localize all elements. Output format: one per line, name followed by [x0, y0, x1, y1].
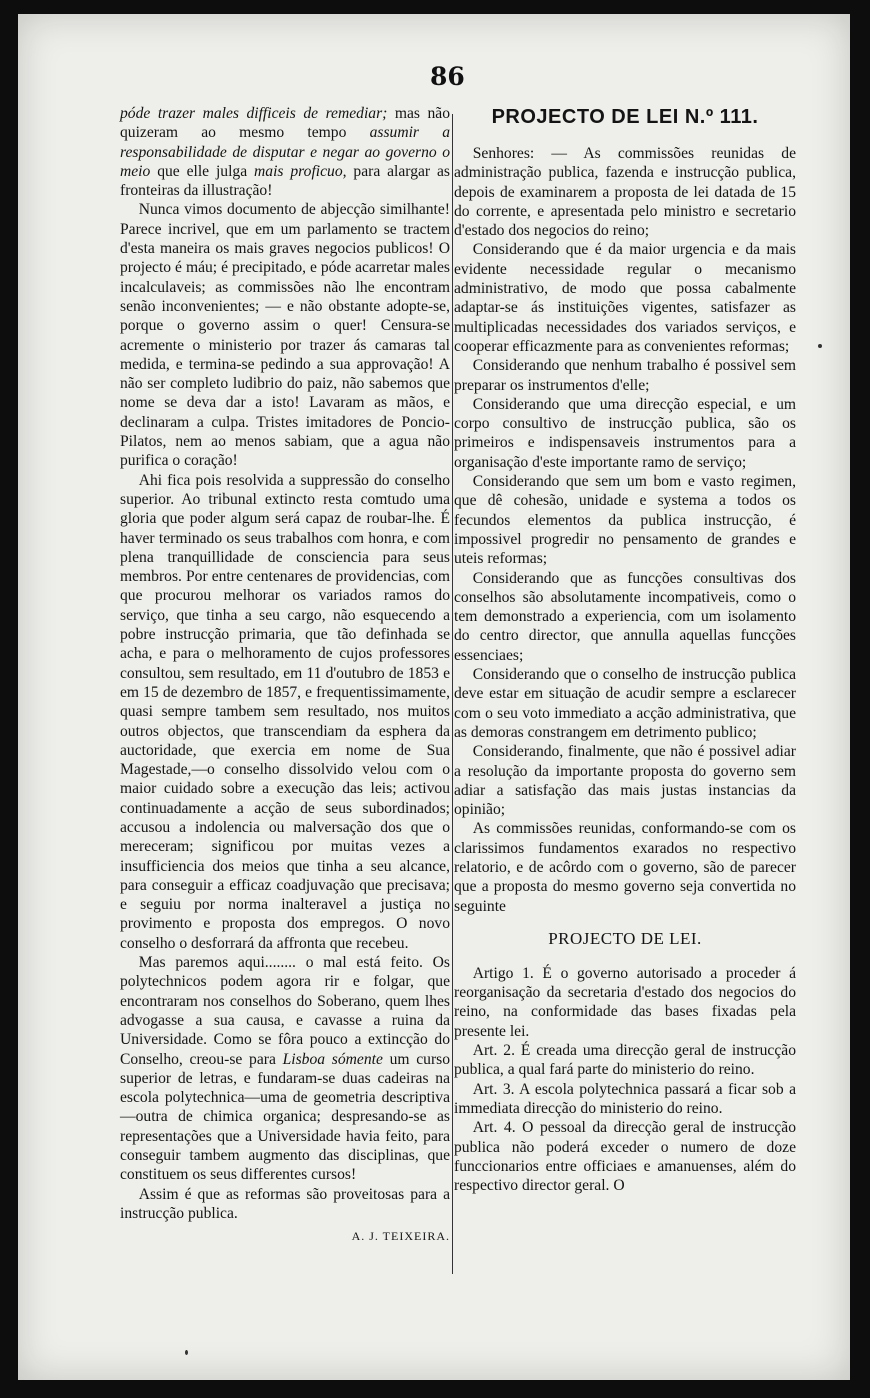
intro-text-1: mas não quizeram ao mesmo tempo [120, 105, 451, 142]
paragraph-considerando-urgencia: Considerando que é da maior urgencia e da mais evidente necessidade regular o mecanismo administrativo, de modo que possa cabalmente adaptar-se ás instituições vigentes, satisfazer as multiplicadas necessidades dos variados serviços, e cooperar efficazmente para as convenientes reformas; [454, 241, 796, 355]
final-text-2: um curso superior de letras, e fundaram-se duas cadeiras na escola polytechnica—uma de geometria descriptiva—outra de chimica organica; despresando-se as representações que a Universidade havia feito, para conseguir tambem augmento das disciplinas, que constituem os seus differentes cursos! [120, 1050, 450, 1184]
paragraph-reformas: Assim é que as reformas são proveitosas para a instrucção publica. [120, 1185, 450, 1222]
paragraph-considerando-trabalho: Considerando que nenhum trabalho é possivel sem preparar os instrumentos d'elle; [454, 357, 796, 394]
left-column [120, 104, 450, 1247]
intro-italic-1: póde trazer males difficeis de remediar; [120, 105, 388, 122]
right-column [454, 104, 796, 1195]
article-2: Art. 2. É creada uma direcção geral de instrucção publica, a qual fará parte do ministerio do reino. [454, 1042, 796, 1079]
bill-subheading: PROJECTO DE LEI. [548, 928, 702, 948]
paragraph-abjeccao: Nunca vimos documento de abjecção similhante! Parece incrivel, que em um parlamento se tractem d'esta maneira os mais graves negocios publicos! O projecto é máu; é precipitado, e póde acarretar males incalculaveis; as commissões não lhe encontram senão inconvenientes; — e não obstante adopte-se, porque o governo assim o quer! Censura-se acremente o ministerio por trazer ás camaras tal medida, e termina-se pedindo a sua approvação! A não ser completo ludibrio do paiz, não sabemos que nome se deva dar a isto! Lavaram as mãos, e declinaram a culpa. Tristes imitadores de Poncio-Pilatos, nem ao menos sabiam, que a agua não purifica o coração! [120, 201, 450, 470]
ink-speck [818, 344, 822, 348]
bill-heading: PROJECTO DE LEI N.º 111. [491, 106, 759, 128]
paragraph-commissoes: As commissões reunidas, conformando-se com os clarissimos fundamentos exarados no respectivo relatorio, e de acôrdo com o governo, são de parecer que a proposta do mesmo governo seja convertida no seguinte [454, 820, 796, 915]
intro-italic-3: mais proficuo, [254, 162, 347, 180]
page-number: 86 [430, 62, 465, 91]
final-text-1: Mas paremos aqui........ o mal está feito. Os polytechnicos podem agora rir e folgar, que encontraram nos conselhos do Soberano, quem lhes advogasse a sua causa, e cavasse a ruina da Universidade. Como se fôra pouco a extincção do Conselho, creou-se para [120, 954, 450, 1068]
column-divider [452, 114, 453, 1274]
intro-text-3: para alargar as fronteiras da illustração! [120, 162, 450, 200]
paragraph-considerando-regimen: Considerando que sem um bom e vasto regimen, que dê cohesão, unidade e systema a todos os fecundos elementos da publica instrucção, é impossivel progredir no pensamento de grandes e uteis reformas; [454, 473, 796, 568]
intro-paragraph [120, 104, 450, 200]
article-3: Art. 3. A escola polytechnica passará a ficar sob a immediata direcção do ministerio do reino. [454, 1080, 796, 1117]
paragraph-considerando-finalmente: Considerando, finalmente, que não é possivel adiar a resolução da importante proposta do governo sem adiar a satisfação das mais justas instancias da opinião; [454, 743, 796, 819]
paragraph-considerando-funccoes: Considerando que as funcções consultivas dos conselhos são absolutamente incompativeis, como o tem demonstrado a experiencia, com um isolamento do centro director, que annulla aquellas funcções essenciaes; [454, 569, 796, 664]
article-1: Artigo 1. É o governo autorisado a proceder á reorganisação da secretaria d'estado dos negocios do reino, na conformidade das bases fixadas pela presente lei. [454, 964, 796, 1040]
final-italic: Lisboa sómente [282, 1050, 383, 1068]
author-signature: A. J. TEIXEIRA. [351, 1229, 450, 1244]
paragraph-polytechnicos [120, 953, 450, 1185]
paragraph-senhores: Senhores: — As commissões reunidas de administração publica, fazenda e instrucção publica, depois de examinarem a proposta de lei datada de 15 do corrente, e apresentada pelo ministro e secretario d'estado dos negocios do reino; [454, 145, 796, 240]
ink-speck [185, 1350, 188, 1355]
intro-text-2: que elle julga [150, 162, 255, 180]
paragraph-considerando-conselho: Considerando que o conselho de instrucção publica deve estar em situação de acudir sempre a esclarecer com o seu voto immediato a acção administrativa, que as demoras constrangem em detrimento publico; [454, 666, 796, 741]
scanned-page [18, 14, 850, 1380]
article-4: Art. 4. O pessoal da direcção geral de instrucção publica não poderá exceder o numero de doze funccionarios entre officiaes e amanuenses, além do respectivo director geral. O [454, 1119, 796, 1195]
paragraph-conselho: Ahi fica pois resolvida a suppressão do conselho superior. Ao tribunal extincto resta comtudo uma gloria que poder algum será capaz de roubar-lhe. É haver terminado os seus trabalhos com honra, e com plena tranquillidade de consciencia para seus membros. Por entre centenares de providencias, com que procurou melhorar os variados ramos do serviço, que tinha a seu cargo, não esquecendo a pobre instrucção primaria, que tão definhada se acha, e para o melhoramento de cujos professores consultou, sem resultado, em 11 d'outubro de 1853 e em 15 de dezembro de 1857, e frequentissimamente, quasi sempre tambem sem resultado, nos muitos outros objectos, que transcendiam da esphera da auctoridade, que exercia em nome de Sua Magestade,—o conselho dissolvido velou com o maior cuidado sobre a execução das leis; activou continuadamente a acção de seus subordinados; accusou a indolencia ou malversação dos que o mereceram; significou por muitas vezes a insufficiencia dos meios que tinha a seu alcance, para conseguir a efficaz coadjuvação que precisava; e seguiu por norma inalteravel a justiça no provimento e proposta dos empregos. O novo conselho o desforrará da affronta que recebeu. [120, 471, 450, 952]
intro-italic-2: assumir a responsabilidade de disputar e negar ao governo o meio [120, 124, 450, 180]
paragraph-considerando-direccao: Considerando que uma direcção especial, e um corpo consultivo de instrucção publica, são os primeiros e indispensaveis instrumentos para a organisação d'este importante ramo de serviço; [454, 395, 796, 471]
